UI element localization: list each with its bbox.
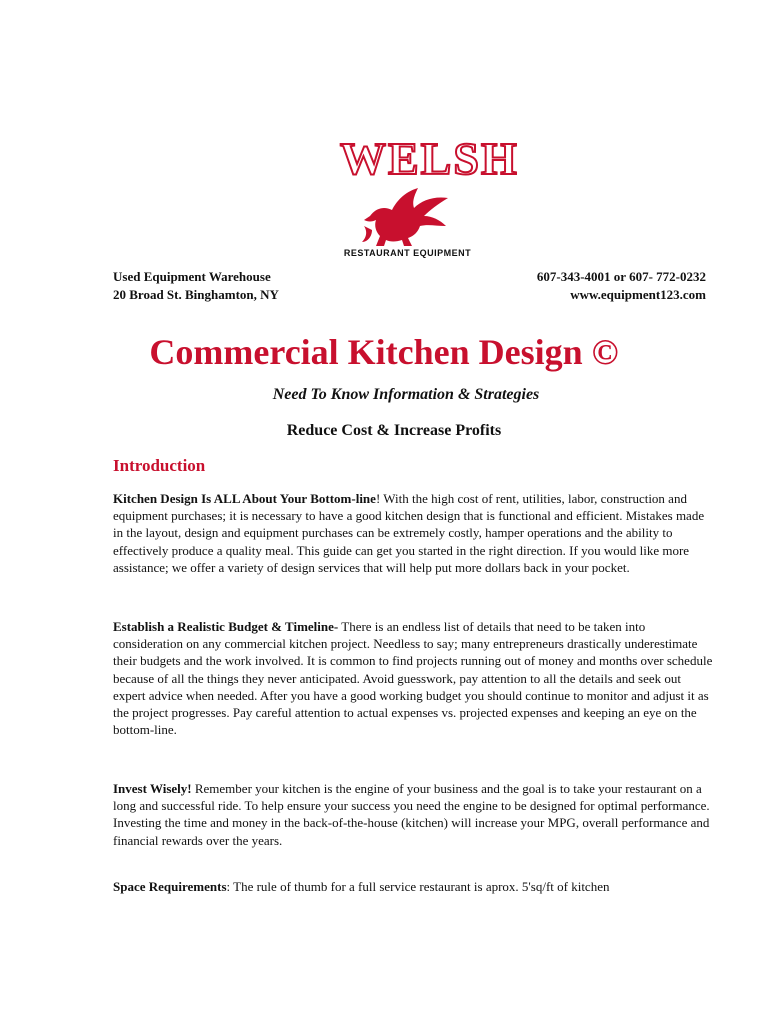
paragraph-bottom-line	[113, 490, 713, 576]
paragraph-body: : The rule of thumb for a full service restaurant is aprox. 5'sq/ft of kitchen	[226, 879, 610, 894]
website-link[interactable]: www.equipment123.com	[570, 287, 706, 302]
company-name: Used Equipment Warehouse	[113, 269, 271, 284]
paragraph-lead: Invest Wisely!	[113, 781, 192, 796]
red-dragon-icon	[362, 186, 454, 248]
address-block	[113, 268, 279, 304]
street-address: 20 Broad St. Binghamton, NY	[113, 287, 279, 302]
document-subtitle: Need To Know Information & Strategies	[272, 386, 540, 403]
paragraph-space-requirements	[113, 878, 713, 895]
paragraph-body: Remember your kitchen is the engine of your business and the goal is to take your restaurant on a long and successful ride. To help ensure your success you need the engine to be designed for optimal performance. Investing the time and money in the back-of-the-house (kitchen) will increase your MPG, overall performance and financial rewards over the years.	[113, 781, 710, 848]
paragraph-body: There is an endless list of details that need to be taken into consideration on any commercial kitchen project. Needless to say; many entrepreneurs drastically underestimate their budgets and the work involved. It is common to find projects running out of money and months over schedule because of all the things they never anticipated. Avoid guesswork, pay attention to all the details and seek out expert advice when needed. After you have a good working budget you should continue to monitor and adjust it as the project progresses. Pay careful attention to actual expenses vs. projected expenses and keeping an eye on the bottom-line.	[113, 619, 713, 738]
paragraph-lead: Space Requirements	[113, 879, 227, 894]
section-heading-introduction: Introduction	[113, 456, 206, 475]
phone-numbers: 607-343-4001 or 607- 772-0232	[536, 269, 706, 284]
paragraph-body: ! With the high cost of rent, utilities, labor, construction and equipment purchases; it is necessary to have a good kitchen design that is functional and efficient. Mistakes made in the layout, design and equipment purchases can be extremely costly, hamper operations and the ability to effectively produce a quality meal. This guide can get you started in the right direction. If you would like more assistance; we offer a variety of design services that will help put more dollars back in your pocket.	[113, 491, 705, 575]
welsh-logo	[340, 133, 519, 264]
paragraph-lead: Establish a Realistic Budget & Timeline-	[113, 619, 339, 634]
logo-tagline: RESTAURANT EQUIPMENT	[343, 248, 472, 258]
paragraph-lead: Kitchen Design Is ALL About Your Bottom-line	[113, 491, 376, 506]
paragraph-invest-wisely	[113, 780, 713, 849]
document-tagline: Reduce Cost & Increase Profits	[286, 422, 502, 439]
document-title: Commercial Kitchen Design ©	[149, 332, 619, 372]
logo-wordmark: WELSH	[340, 133, 519, 184]
paragraph-budget-timeline	[113, 618, 713, 738]
contact-block	[537, 268, 706, 304]
